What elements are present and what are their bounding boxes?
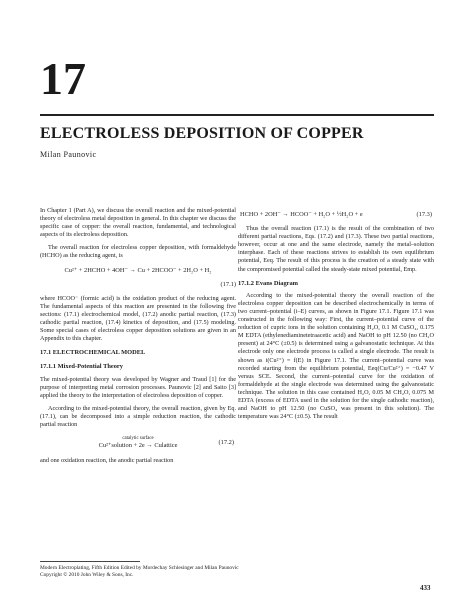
right-column [238, 207, 434, 426]
equation-17-2 [40, 435, 236, 450]
paragraph: According to the mixed-potential theory the overall reaction of the electroless copper deposition can be described electrochemically in terms of two current–potential (i–E) curves, as shown in Figure 17.1. Figure 17.1 was constructed in the following way: First, the current–potential curve of the reduction of cupric ions in the solution containing H₂O, 0.1 M CuSO₄, 0.175 M EDTA (ethylenediaminetetraacetic acid) and NaOH to pH 12.50 (no CH₂O present) at 24°C (±0.5) is determined using a galvanostatic technique. At this electrode only one electrode process is called a single electrode. The result is shown as i(Cu²⁺) = f(E) in Figure 17.1. The current–potential curve was recorded starting from the equilibrium potential, Eeq(Cu/Cu²⁺) = −0.47 V versus SCE. Second, the current–potential curve for the oxidation of formaldehyde at the single electrode was determined using the galvanostatic technique. The solution in this case contained H₂O, 0.05 M CH₂O, 0.075 M EDTA (excess of EDTA used in the solution for the single cathodic reaction), and NaOH to pH 12.50 (no CuSO₄ was present in this solution). The temperature was 24°C (±0.5). The result [238, 291, 434, 421]
footnote-rule [40, 561, 140, 562]
page-number: 433 [420, 584, 431, 592]
paragraph: Thus the overall reaction (17.1) is the result of the combination of two different partial reactions, Eqs. (17.2) and (17.3). These two partial reactions, however, occur at one and the same electrode, namely the metal–solution interphase. Each of these reactions strives to establish its own equilibrium potential, Eeq. The result of this process is the creation of a steady state with the compromised potential called the steady-state mixed potential, Emp. [238, 225, 434, 273]
paragraph: The overall reaction for electroless copper deposition, with formaldehyde (HCHO) as the reducing agent, is [40, 244, 236, 260]
equation-note: catalytic surface [122, 436, 154, 442]
equation-number: (17.3) [416, 211, 432, 218]
left-column [40, 207, 236, 470]
equation-17-3 [238, 211, 434, 219]
equation: Cu²⁺ + 2HCHO + 4OH⁻ → Cu + 2HCOO⁻ + 2H₂O + H₂ [64, 266, 212, 274]
equation-17-1 [40, 267, 236, 275]
footnote-line: Copyright © 2010 John Wiley & Sons, Inc. [40, 572, 134, 578]
section-heading: 17.1 ELECTROCHEMICAL MODEL [40, 349, 146, 357]
equation: HCHO + 2OH⁻ → HCOO⁻ + H₂O + ½H₂O + e [240, 211, 363, 218]
paragraph: In Chapter 1 (Part A), we discuss the overall reaction and the mixed-potential theory of electroless metal deposition in general. In this chapter we discuss the specific case of copper: the overall reaction, fundamental, and technological aspects of its electroless deposition. [40, 207, 236, 239]
chapter-title: ELECTROLESS DEPOSITION OF COPPER [40, 125, 364, 142]
chapter-author: Milan Paunovic [40, 150, 97, 159]
footnote [40, 565, 239, 579]
subsection-heading: 17.1.1 Mixed-Potential Theory [40, 363, 123, 371]
equation-number: (17.2) [218, 438, 234, 446]
chapter-number: 17 [40, 53, 86, 104]
paragraph: According to the mixed-potential theory, the overall reaction, given by Eq. (17.1), can be decomposed into a simple reduction reaction, the cathodic partial reaction [40, 404, 236, 428]
equation [99, 435, 178, 450]
paragraph: and one oxidation reaction, the anodic partial reaction [40, 457, 174, 465]
equation-body: Cu²⁺solution + 2e → Culattice [98, 442, 178, 450]
subsection-heading: 17.1.2 Evans Diagram [238, 279, 299, 287]
title-rule [40, 114, 434, 116]
equation-number: (17.1) [220, 280, 236, 288]
paragraph: where HCOO⁻ (formic acid) is the oxidation product of the reducing agent. The fundamental aspects of this reaction are presented in the following five sections: (17.1) electrochemical model, (17.2) anodic partial reaction, (17.3) cathodic partial reaction, (17.4) kinetics of deposition, and (17.5) modeling. Some special cases of electroless copper deposition solutions are given in an Appendix to this chapter. [40, 294, 236, 343]
footnote-line: Modern Electroplating, Fifth Edition Edited by Mordechay Schlesinger and Milan Paunovic [40, 565, 239, 571]
paragraph: The mixed-potential theory was developed by Wagner and Traud [1] for the purpose of interpreting metal corrosion processes. Paunovic [2] and Saito [3] applied the theory to the interpretation of electroless deposition of copper. [40, 375, 236, 399]
